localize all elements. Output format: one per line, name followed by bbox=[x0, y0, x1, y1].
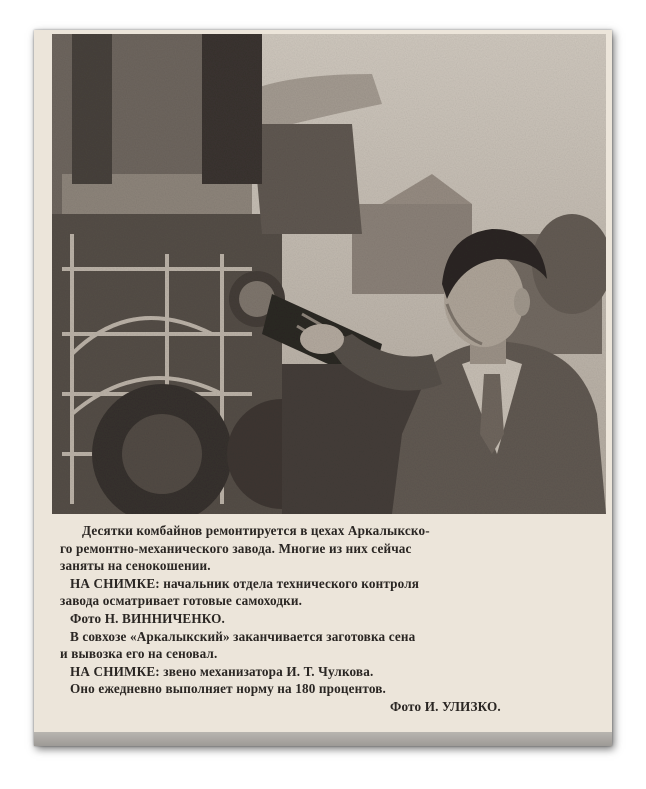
caption-line: НА СНИМКЕ: звено механизатора И. Т. Чулкова. bbox=[70, 663, 374, 679]
newspaper-clipping bbox=[34, 30, 612, 746]
photo-credit: Фото И. УЛИЗКО. bbox=[390, 698, 501, 714]
photo-caption bbox=[60, 522, 590, 716]
caption-line: завода осматривает готовые самоходки. bbox=[60, 593, 303, 609]
caption-line: и вывозка его на сеновал. bbox=[60, 646, 218, 662]
caption-line: Десятки комбайнов ремонтируется в цехах Аркалыкско- bbox=[82, 523, 430, 538]
photo-credit: Фото Н. ВИННИЧЕНКО. bbox=[70, 610, 225, 626]
caption-line: заняты на сенокошении. bbox=[60, 558, 211, 574]
scan-edge bbox=[34, 732, 612, 746]
caption-line: В совхозе «Аркалыкский» заканчивается заготовка сена bbox=[70, 628, 416, 644]
caption-line: НА СНИМКЕ: начальник отдела технического контроля bbox=[70, 575, 420, 591]
photo-illustration bbox=[52, 34, 606, 514]
caption-line: го ремонтно-механического завода. Многие из них сейчас bbox=[60, 540, 412, 556]
newspaper-photo bbox=[52, 34, 606, 514]
caption-line: Оно ежедневно выполняет норму на 180 процентов. bbox=[70, 681, 386, 697]
